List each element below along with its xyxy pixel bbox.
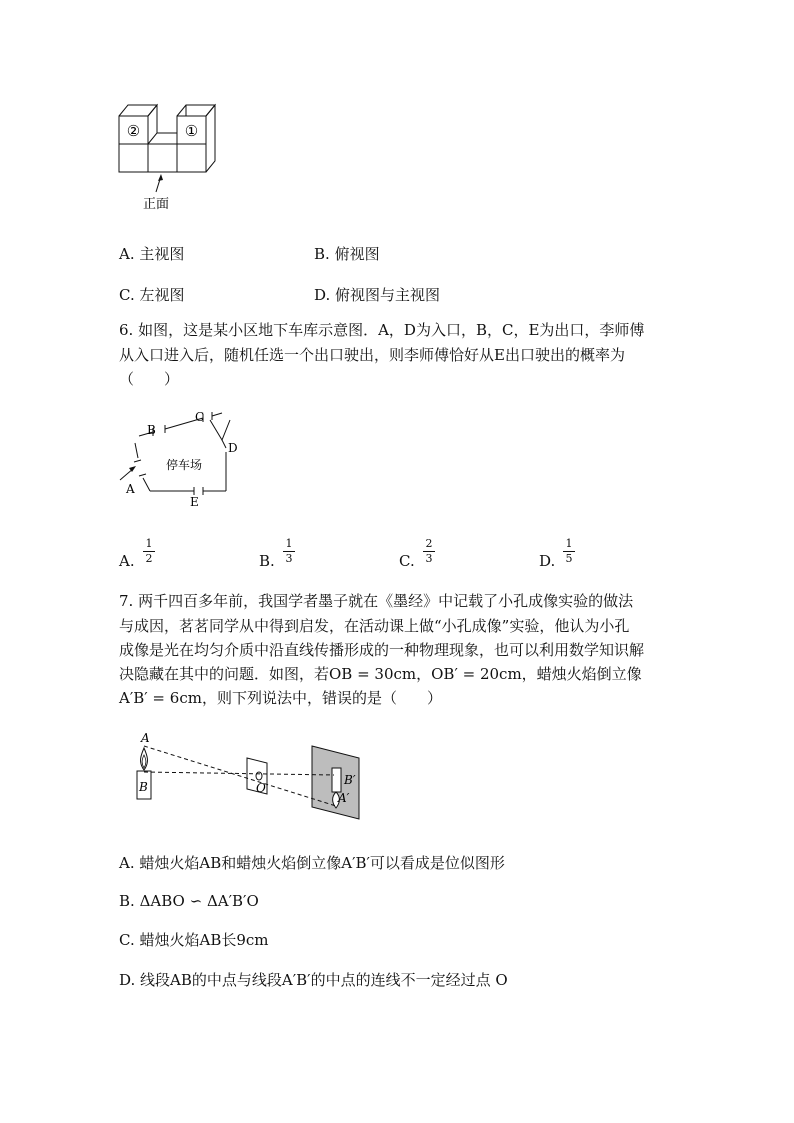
label-E: E bbox=[190, 495, 199, 509]
q6-option-d-letter[interactable]: D. bbox=[539, 552, 556, 570]
pinhole-figure bbox=[126, 728, 366, 824]
label-A-prime: A′ bbox=[338, 791, 350, 805]
label-C: C bbox=[195, 410, 205, 424]
q6-option-c-fraction: 2 3 bbox=[423, 538, 435, 565]
q6-option-d-fraction: 1 5 bbox=[563, 538, 575, 565]
label-B-prime: B′ bbox=[344, 773, 356, 787]
q6-option-c-letter[interactable]: C. bbox=[399, 552, 415, 570]
q7-option-b[interactable]: B. ΔABO ∽ ΔA′B′O bbox=[119, 892, 259, 910]
cube-label-1: ① bbox=[184, 122, 199, 140]
q7-option-a[interactable]: A. 蜡烛火焰AB和蜡烛火焰倒立像A′B′可以看成是位似图形 bbox=[119, 854, 505, 872]
q7-line-3: 成像是光在均匀介质中沿直线传播形成的一种物理现象，也可以利用数学知识解 bbox=[119, 641, 645, 659]
q6-line-2: 从入口进入后，随机任选一个出口驶出，则李师傅恰好从E出口驶出的概率为 bbox=[119, 346, 625, 364]
q7-line-5: A′B′ = 6cm，则下列说法中，错误的是（ ） bbox=[119, 689, 442, 707]
cube-label-2: ② bbox=[126, 122, 141, 140]
q6-line-1: 6. 如图，这是某小区地下车库示意图．A，D为入口，B，C，E为出口，李师傅 bbox=[119, 321, 645, 339]
q6-line-3: （ ） bbox=[119, 370, 180, 388]
q5-option-b[interactable]: B. 俯视图 bbox=[314, 245, 380, 263]
q6-option-b-fraction: 1 3 bbox=[283, 538, 295, 565]
q5-option-c[interactable]: C. 左视图 bbox=[119, 286, 185, 304]
q7-line-1: 7. 两千四百多年前，我国学者墨子就在《墨经》中记载了小孔成像实验的做法 bbox=[119, 592, 634, 610]
label-B: B bbox=[147, 423, 156, 437]
q6-option-b-letter[interactable]: B. bbox=[259, 552, 275, 570]
label-O: O bbox=[256, 781, 266, 795]
q6-option-a-fraction: 1 2 bbox=[143, 538, 155, 565]
label-A: A bbox=[126, 482, 135, 496]
label-B-candle: B bbox=[139, 780, 148, 794]
q5-option-a[interactable]: A. 主视图 bbox=[119, 245, 185, 263]
q7-line-4: 决隐藏在其中的问题．如图，若OB = 30cm，OB′ = 20cm，蜡烛火焰倒立像 bbox=[119, 665, 642, 683]
parking-lot-figure bbox=[112, 408, 247, 510]
q6-option-a-letter[interactable]: A. bbox=[119, 552, 135, 570]
q5-option-d[interactable]: D. 俯视图与主视图 bbox=[314, 286, 441, 304]
front-label: 正面 bbox=[142, 197, 170, 212]
cube-figure bbox=[110, 100, 230, 215]
label-A-top: A bbox=[141, 731, 150, 745]
label-D: D bbox=[228, 441, 238, 455]
q7-line-2: 与成因，茗茗同学从中得到启发，在活动课上做“小孔成像”实验，他认为小孔 bbox=[119, 617, 630, 635]
q7-option-d[interactable]: D. 线段AB的中点与线段A′B′的中点的连线不一定经过点 O bbox=[119, 971, 508, 989]
q7-option-c[interactable]: C. 蜡烛火焰AB长9cm bbox=[119, 931, 269, 949]
parking-lot-label: 停车场 bbox=[165, 458, 203, 472]
